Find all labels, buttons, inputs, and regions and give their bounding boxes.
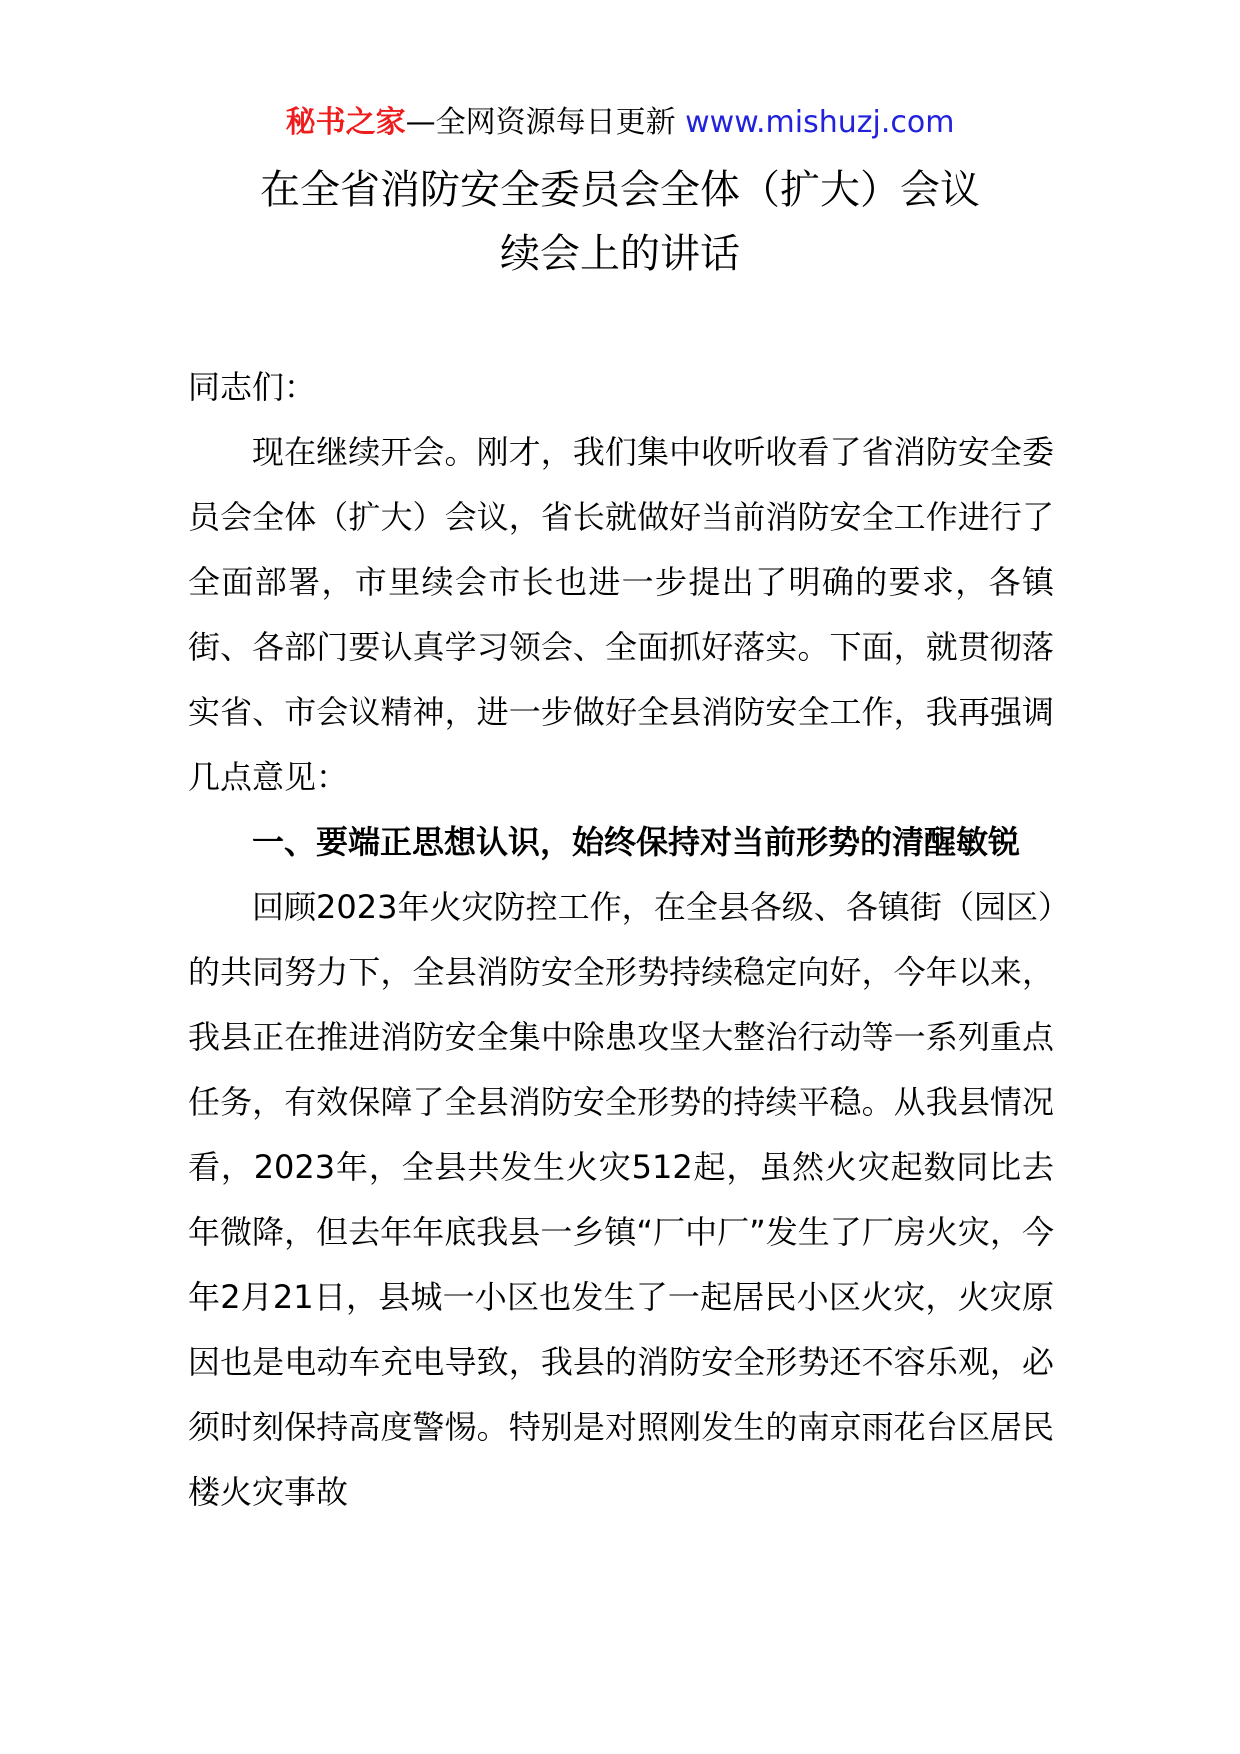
title-line-2: 续会上的讲话 (500, 231, 740, 277)
title-line-1: 在全省消防安全委员会全体（扩大）会议 (260, 167, 980, 213)
site-brand: 秘书之家 (285, 105, 406, 140)
site-tagline: —全网资源每日更新 (405, 105, 686, 140)
document-body (188, 355, 1054, 1525)
body-paragraph: 回顾2023年火灾防控工作，在全县各级、各镇街（园区）的共同努力下，全县消防安全形势持续稳定向好，今年以来，我县正在推进消防安全集中除患攻坚大整治行动等一系列重点任务，有效保障了全县消防安全形势的持续平稳。从我县情况看，2023年，全县共发生火灾512起，虽然火灾起数同比去年微降，但去年年底我县一乡镇“厂中厂”发生了厂房火灾，今年2月21日，县城一小区也发生了一起居民小区火灾，火灾原因也是电动车充电导致，我县的消防安全形势还不容乐观，必须时刻保持高度警惕。特别是对照刚发生的南京雨花台区居民楼火灾事故 (188, 888, 1054, 1511)
salutation: 同志们： (188, 368, 317, 406)
body-paragraph: 现在继续开会。刚才，我们集中收听收看了省消防安全委员会全体（扩大）会议，省长就做好当前消防安全工作进行了全面部署，市里续会市长也进一步提出了明确的要求，各镇街、各部门要认真学习领会、全面抓好落实。下面，就贯彻落实省、市会议精神，进一步做好全县消防安全工作，我再强调几点意见： (188, 433, 1054, 796)
site-url-link[interactable]: www.mishuzj.com (685, 105, 955, 140)
document-title (0, 158, 1240, 286)
section-heading: 一、要端正思想认识，始终保持对当前形势的清醒敏锐 (252, 823, 1021, 861)
site-header (0, 100, 1240, 146)
